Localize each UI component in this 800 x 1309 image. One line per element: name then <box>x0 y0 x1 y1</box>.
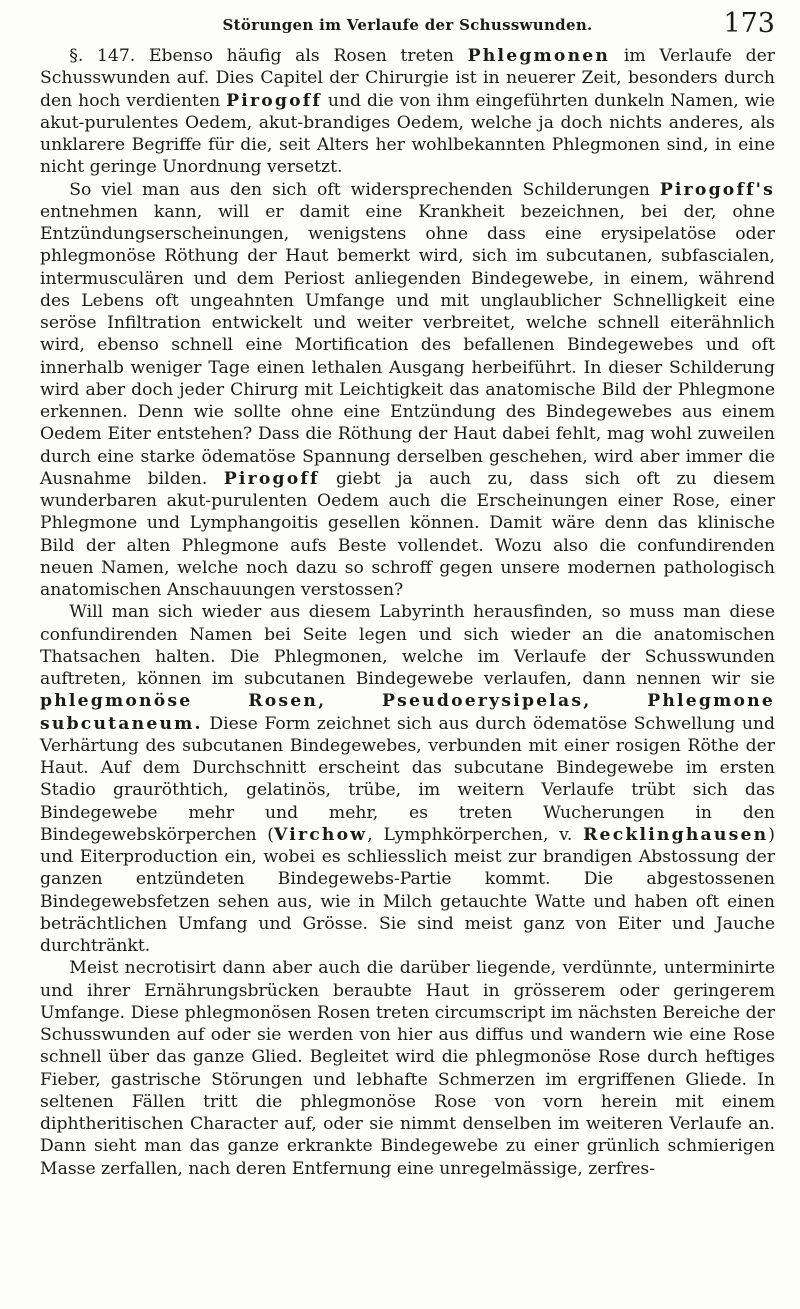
text-run: §. 147. Ebenso häufig als Rosen treten <box>69 46 468 66</box>
emphasis-term: Phlegmonen <box>467 46 611 66</box>
author-name: Virchow <box>274 824 368 845</box>
text-run: und die von ihm eingeführten dunkeln Namen, wie akut-purulentes Oedem, akut-brandiges Oedem, welche ja doch nichts anderes, als unklarere Begriffe für die, seit Alters her wohlbekannten Phlegmonen sind, in eine nicht geringe Unordnung versetzt. <box>40 90 775 178</box>
text-run: entnehmen kann, will er damit eine Krankheit bezeichnen, bei der, ohne Entzündungserscheinungen, wenigstens ohne dass eine erysipelatöse oder phlegmonöse Röthung der Haut bemerkt wird, sich im subcutanen, subfascialen, intermusculären und dem Periost anliegenden Bindegewebe, in einem, während des Lebens oft ungeahnten Umfange und mit unglaublicher Schnelligkeit eine seröse Infiltration entwickelt und weiter verbreitet, welche schnell eiterähnlich wird, ebenso schnell eine Mortification des befallenen Bindegewebes und oft innerhalb weniger Tage einen lethalen Ausgang herbeiführt. In dieser Schilderung wird aber doch jeder Chirurg mit Leichtigkeit das anatomische Bild der Phlegmone erkennen. Denn wie sollte ohne eine Entzündung des Bindegewebes aus einem Oedem Eiter entstehen? Dass die Röthung der Haut dabei fehlt, mag wohl zuweilen durch eine starke ödematöse Spannung derselben geschehen, wird aber immer die Ausnahme bilden. <box>40 201 775 489</box>
body-text <box>40 45 775 1180</box>
author-name: Pirogoff <box>226 90 322 111</box>
paragraph-pirogoff <box>40 179 775 602</box>
running-title: Störungen im Verlaufe der Schusswunden. <box>222 16 593 34</box>
paragraph-anatomy <box>40 601 775 957</box>
page-number: 173 <box>723 8 775 39</box>
text-run: Diese Form zeichnet sich aus durch ödematöse Schwellung und Verhärtung des subcutanen Bindegewebes, verbunden mit einer rosigen Röthe der Haut. Auf dem Durchschnitt erscheint das subcutane Bindegewebe im ersten Stadio grauröthtich, gelatinös, trübe, im weitern Verlaufe trübt sich das Bindegewebe mehr und mehr, es treten Wucherungen in den Bindegewebskörperchen ( <box>40 713 775 845</box>
text-run: giebt ja auch zu, dass sich oft zu diesem wunderbaren akut-purulenten Oedem auch die Erscheinungen einer Rose, einer Phlegmone und Lymphangoitis gesellen können. Damit wäre denn das klinische Bild der alten Phlegmone aufs Beste vollendet. Wozu also die confundirenden neuen Namen, welche noch dazu so schroff gegen unsere modernen pathologisch anatomischen Anschauungen verstossen? <box>40 468 775 600</box>
running-head <box>40 8 775 40</box>
paragraph-necrosis <box>40 957 775 1180</box>
emphasis-term: phlegmonöse Rosen, Pseudoerysipelas, Phlegmone subcutaneum. <box>40 691 775 734</box>
author-name: Pirogoff <box>223 468 320 489</box>
text-run: Will man sich wieder aus diesem Labyrinth herausfinden, so muss man diese confundirenden Namen bei Seite legen und sich wieder an die anatomischen Thatsachen halten. Die Phlegmonen, welche im Verlaufe der Schusswunden auftreten, können im subcutanen Bindegewebe verlaufen, dann nennen wir sie <box>40 602 775 689</box>
text-run: So viel man aus den sich oft widersprechenden Schilderungen <box>69 179 660 200</box>
text-run: im Verlaufe der Schusswunden auf. Dies Capitel der Chirurgie ist in neuerer Zeit, besonders durch den hoch verdienten <box>40 46 775 111</box>
text-run: , Lymphkörperchen, v. <box>367 824 584 845</box>
text-run: Meist necrotisirt dann aber auch die darüber liegende, verdünnte, unterminirte und ihrer Ernährungsbrücken beraubte Haut in grösserem oder geringerem Umfange. Diese phlegmonösen Rosen treten circumscript im nächsten Bereiche der Schusswunden auf oder sie werden von hier aus diffus und wandern wie eine Rose schnell über das ganze Glied. Begleitet wird die phlegmonöse Rose durch heftiges Fieber, gastrische Störungen und lebhafte Schmerzen im ergriffenen Gliede. In seltenen Fällen tritt die phlegmonöse Rose von vorn herein mit einem diphtheritischen Character auf, oder sie nimmt denselben im weiteren Verlaufe an. Dann sieht man das ganze erkrankte Bindegewebe zu einer grünlich schmierigen Masse zerfallen, nach deren Entfernung eine unregelmässige, zerfres- <box>40 958 775 1179</box>
author-name: Pirogoff's <box>659 179 775 200</box>
text-run: ) und Eiterproduction ein, wobei es schliesslich meist zur brandigen Abstossung der ganzen entzündeten Bindegewebs-Partie kommt. Die abgestossenen Bindegewebsfetzen sehen aus, wie in Milch getauchte Watte und haben oft einen beträchtlichen Umfang und Grösse. Sie sind meist ganz von Eiter und Jauche durchtränkt. <box>40 824 775 956</box>
author-name: Recklinghausen <box>583 824 769 845</box>
paragraph-147-intro <box>40 45 775 179</box>
